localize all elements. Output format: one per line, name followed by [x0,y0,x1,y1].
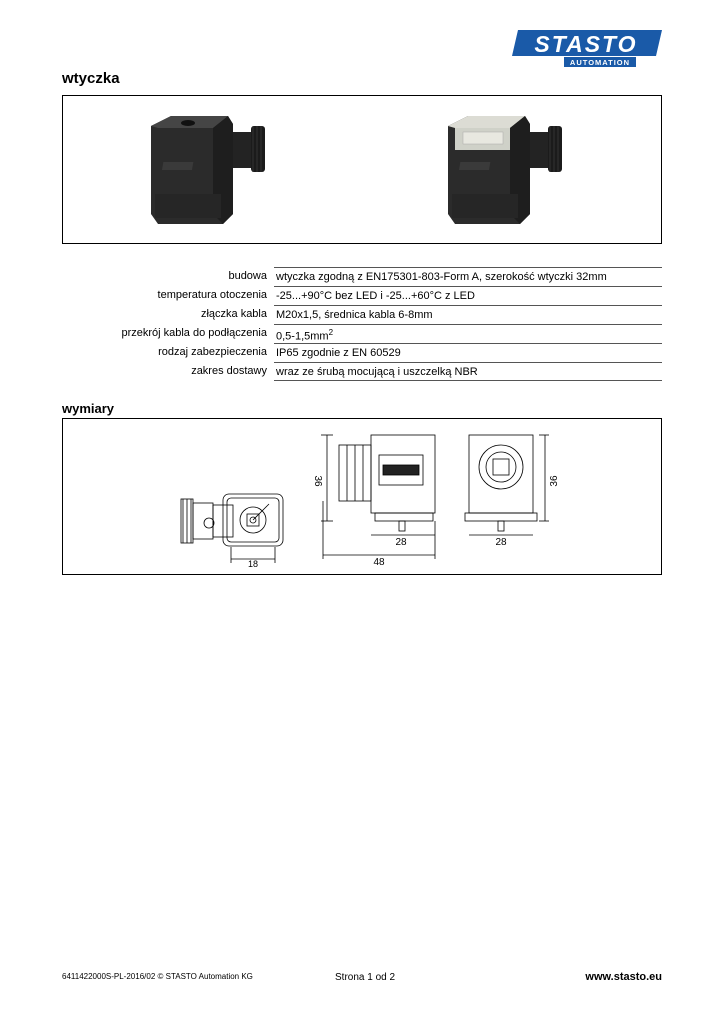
footer-website[interactable]: www.stasto.eu [585,971,662,983]
spec-label: budowa [228,270,267,282]
spec-value: -25...+90°C bez LED i -25...+60°C z LED [274,286,662,304]
front-view-drawing [181,494,283,569]
spec-value [274,324,662,342]
spec-label: zakres dostawy [191,365,267,377]
dimension-drawings [62,418,662,575]
spec-value-text: 0,5-1,5mm [276,330,329,343]
spec-value: wraz ze śrubą mocującą i uszczelką NBR [274,362,662,381]
back-view-drawing [465,435,560,548]
spec-value-sup: 2 [328,328,334,337]
dim-front-width: 18 [247,559,259,569]
spec-row [62,267,662,286]
product-photos [62,95,662,244]
footer-page-number: Strona 1 od 2 [335,972,396,983]
spec-row [62,343,662,362]
dimensions-section-title: wymiary [62,401,115,416]
dim-side-body: 28 [395,537,407,548]
dim-back-width: 28 [495,537,507,548]
plug-photo-standard [63,96,661,243]
stasto-logo [506,28,662,68]
dim-back-height: 36 [549,475,560,487]
product-section-title: wtyczka [62,70,120,87]
dim-side-height: 36 [312,475,323,487]
spec-label: rodzaj zabezpieczenia [158,346,267,358]
logo-tagline: AUTOMATION [569,58,631,67]
spec-table [62,267,662,381]
dim-side-total: 48 [373,557,385,568]
spec-row [62,286,662,305]
spec-value: wtyczka zgodną z EN175301-803-Form A, szerokość wtyczki 32mm [274,267,662,285]
spec-row [62,324,662,343]
plug-photo-led [448,116,562,224]
spec-row [62,305,662,324]
spec-value: IP65 zgodnie z EN 60529 [274,343,662,361]
spec-label: temperatura otoczenia [157,289,267,301]
side-view-drawing [312,435,435,568]
spec-label: złączka kabla [200,308,267,320]
footer-doc-id: 6411422000S-PL-2016/02 © STASTO Automation KG [62,972,253,981]
logo-name: STASTO [534,31,638,57]
spec-value: M20x1,5, średnica kabla 6-8mm [274,305,662,323]
spec-label: przekrój kabla do podłączenia [121,327,267,339]
spec-row [62,362,662,381]
